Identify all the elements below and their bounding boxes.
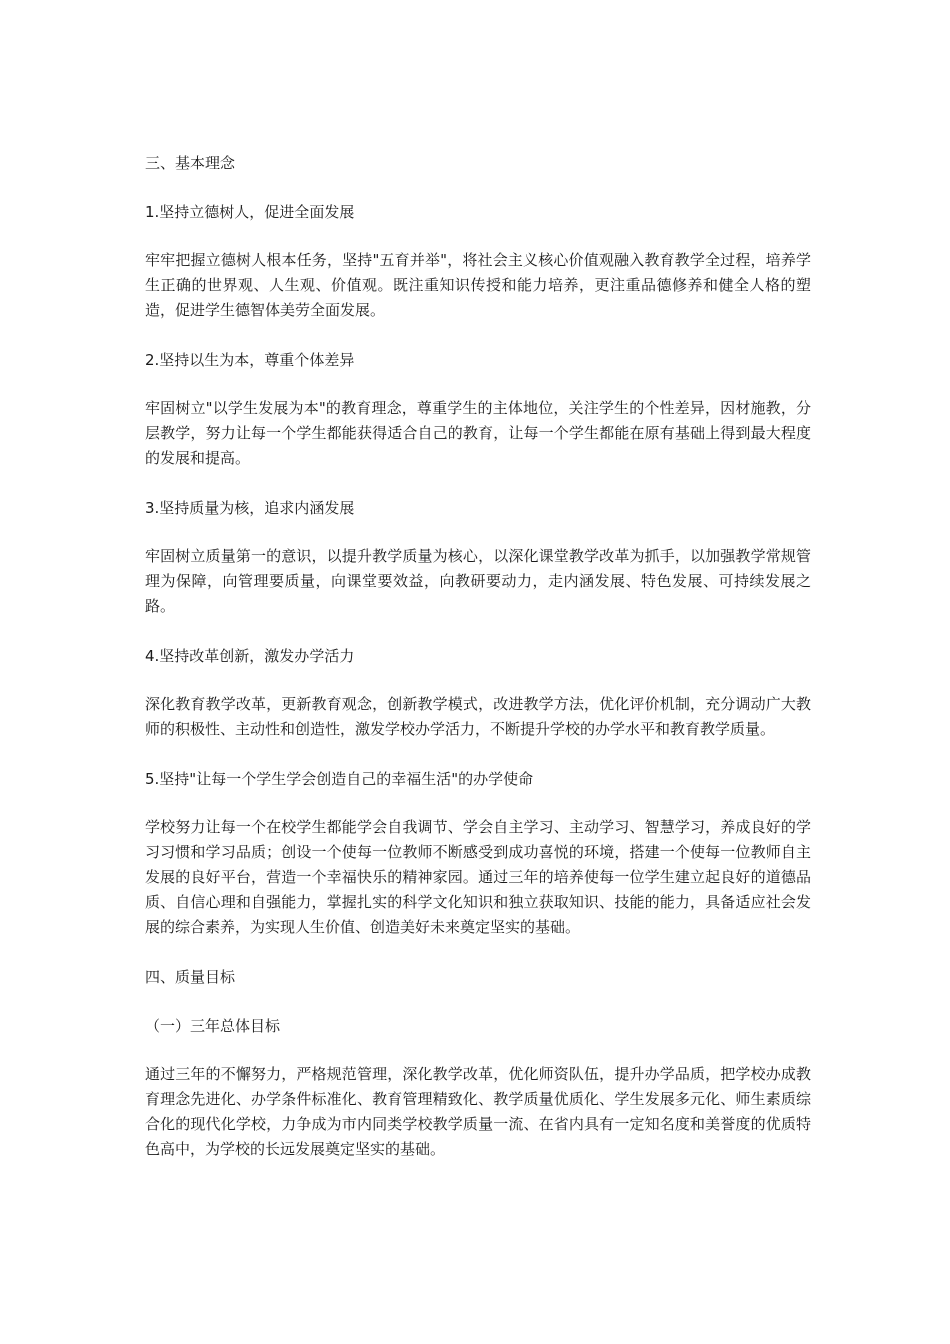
paragraph-2: 牢固树立"以学生发展为本"的教育理念，尊重学生的主体地位，关注学生的个性差异，因材施教，分层教学，努力让每一个学生都能获得适合自己的教育，让每一个学生都能在原有基础上得到最大程度的发展和提高。 [145,399,811,467]
subheading-2: 2.坚持以生为本，尊重个体差异 [145,351,355,369]
subheading-1: 1.坚持立德树人，促进全面发展 [145,203,355,221]
paragraph-1: 牢牢把握立德树人根本任务，坚持"五育并举"，将社会主义核心价值观融入教育教学全过程，培养学生正确的世界观、人生观、价值观。既注重知识传授和能力培养，更注重品德修养和健全人格的塑造，促进学生德智体美劳全面发展。 [145,251,811,319]
subheading-three-year-goals: （一）三年总体目标 [145,1017,281,1035]
section-heading-basic-concepts: 三、基本理念 [145,154,236,172]
subheading-4: 4.坚持改革创新，激发办学活力 [145,647,355,665]
subheading-5: 5.坚持"让每一个学生学会创造自己的幸福生活"的办学使命 [145,770,534,788]
paragraph-3: 牢固树立质量第一的意识，以提升教学质量为核心，以深化课堂教学改革为抓手，以加强教学常规管理为保障，向管理要质量，向课堂要效益，向教研要动力，走内涵发展、特色发展、可持续发展之路。 [145,547,811,615]
section-heading-quality-goals: 四、质量目标 [145,968,236,986]
subheading-3: 3.坚持质量为核，追求内涵发展 [145,499,355,517]
paragraph-5: 学校努力让每一个在校学生都能学会自我调节、学会自主学习、主动学习、智慧学习，养成良好的学习习惯和学习品质；创设一个使每一位教师不断感受到成功喜悦的环境，搭建一个使每一位教师自主发展的良好平台，营造一个幸福快乐的精神家园。通过三年的培养使每一位学生建立起良好的道德品质、自信心理和自强能力，掌握扎实的科学文化知识和独立获取知识、技能的能力，具备适应社会发展的综合素养，为实现人生价值、创造美好未来奠定坚实的基础。 [145,818,811,936]
paragraph-4: 深化教育教学改革，更新教育观念，创新教学模式，改进教学方法，优化评价机制，充分调动广大教师的积极性、主动性和创造性，激发学校办学活力，不断提升学校的办学水平和教育教学质量。 [145,695,811,738]
paragraph-6: 通过三年的不懈努力，严格规范管理，深化教学改革，优化师资队伍，提升办学品质，把学校办成教育理念先进化、办学条件标准化、教育管理精致化、教学质量优质化、学生发展多元化、师生素质综合化的现代化学校，力争成为市内同类学校教学质量一流、在省内具有一定知名度和美誉度的优质特色高中，为学校的长远发展奠定坚实的基础。 [145,1065,811,1158]
document-body [145,150,811,1162]
